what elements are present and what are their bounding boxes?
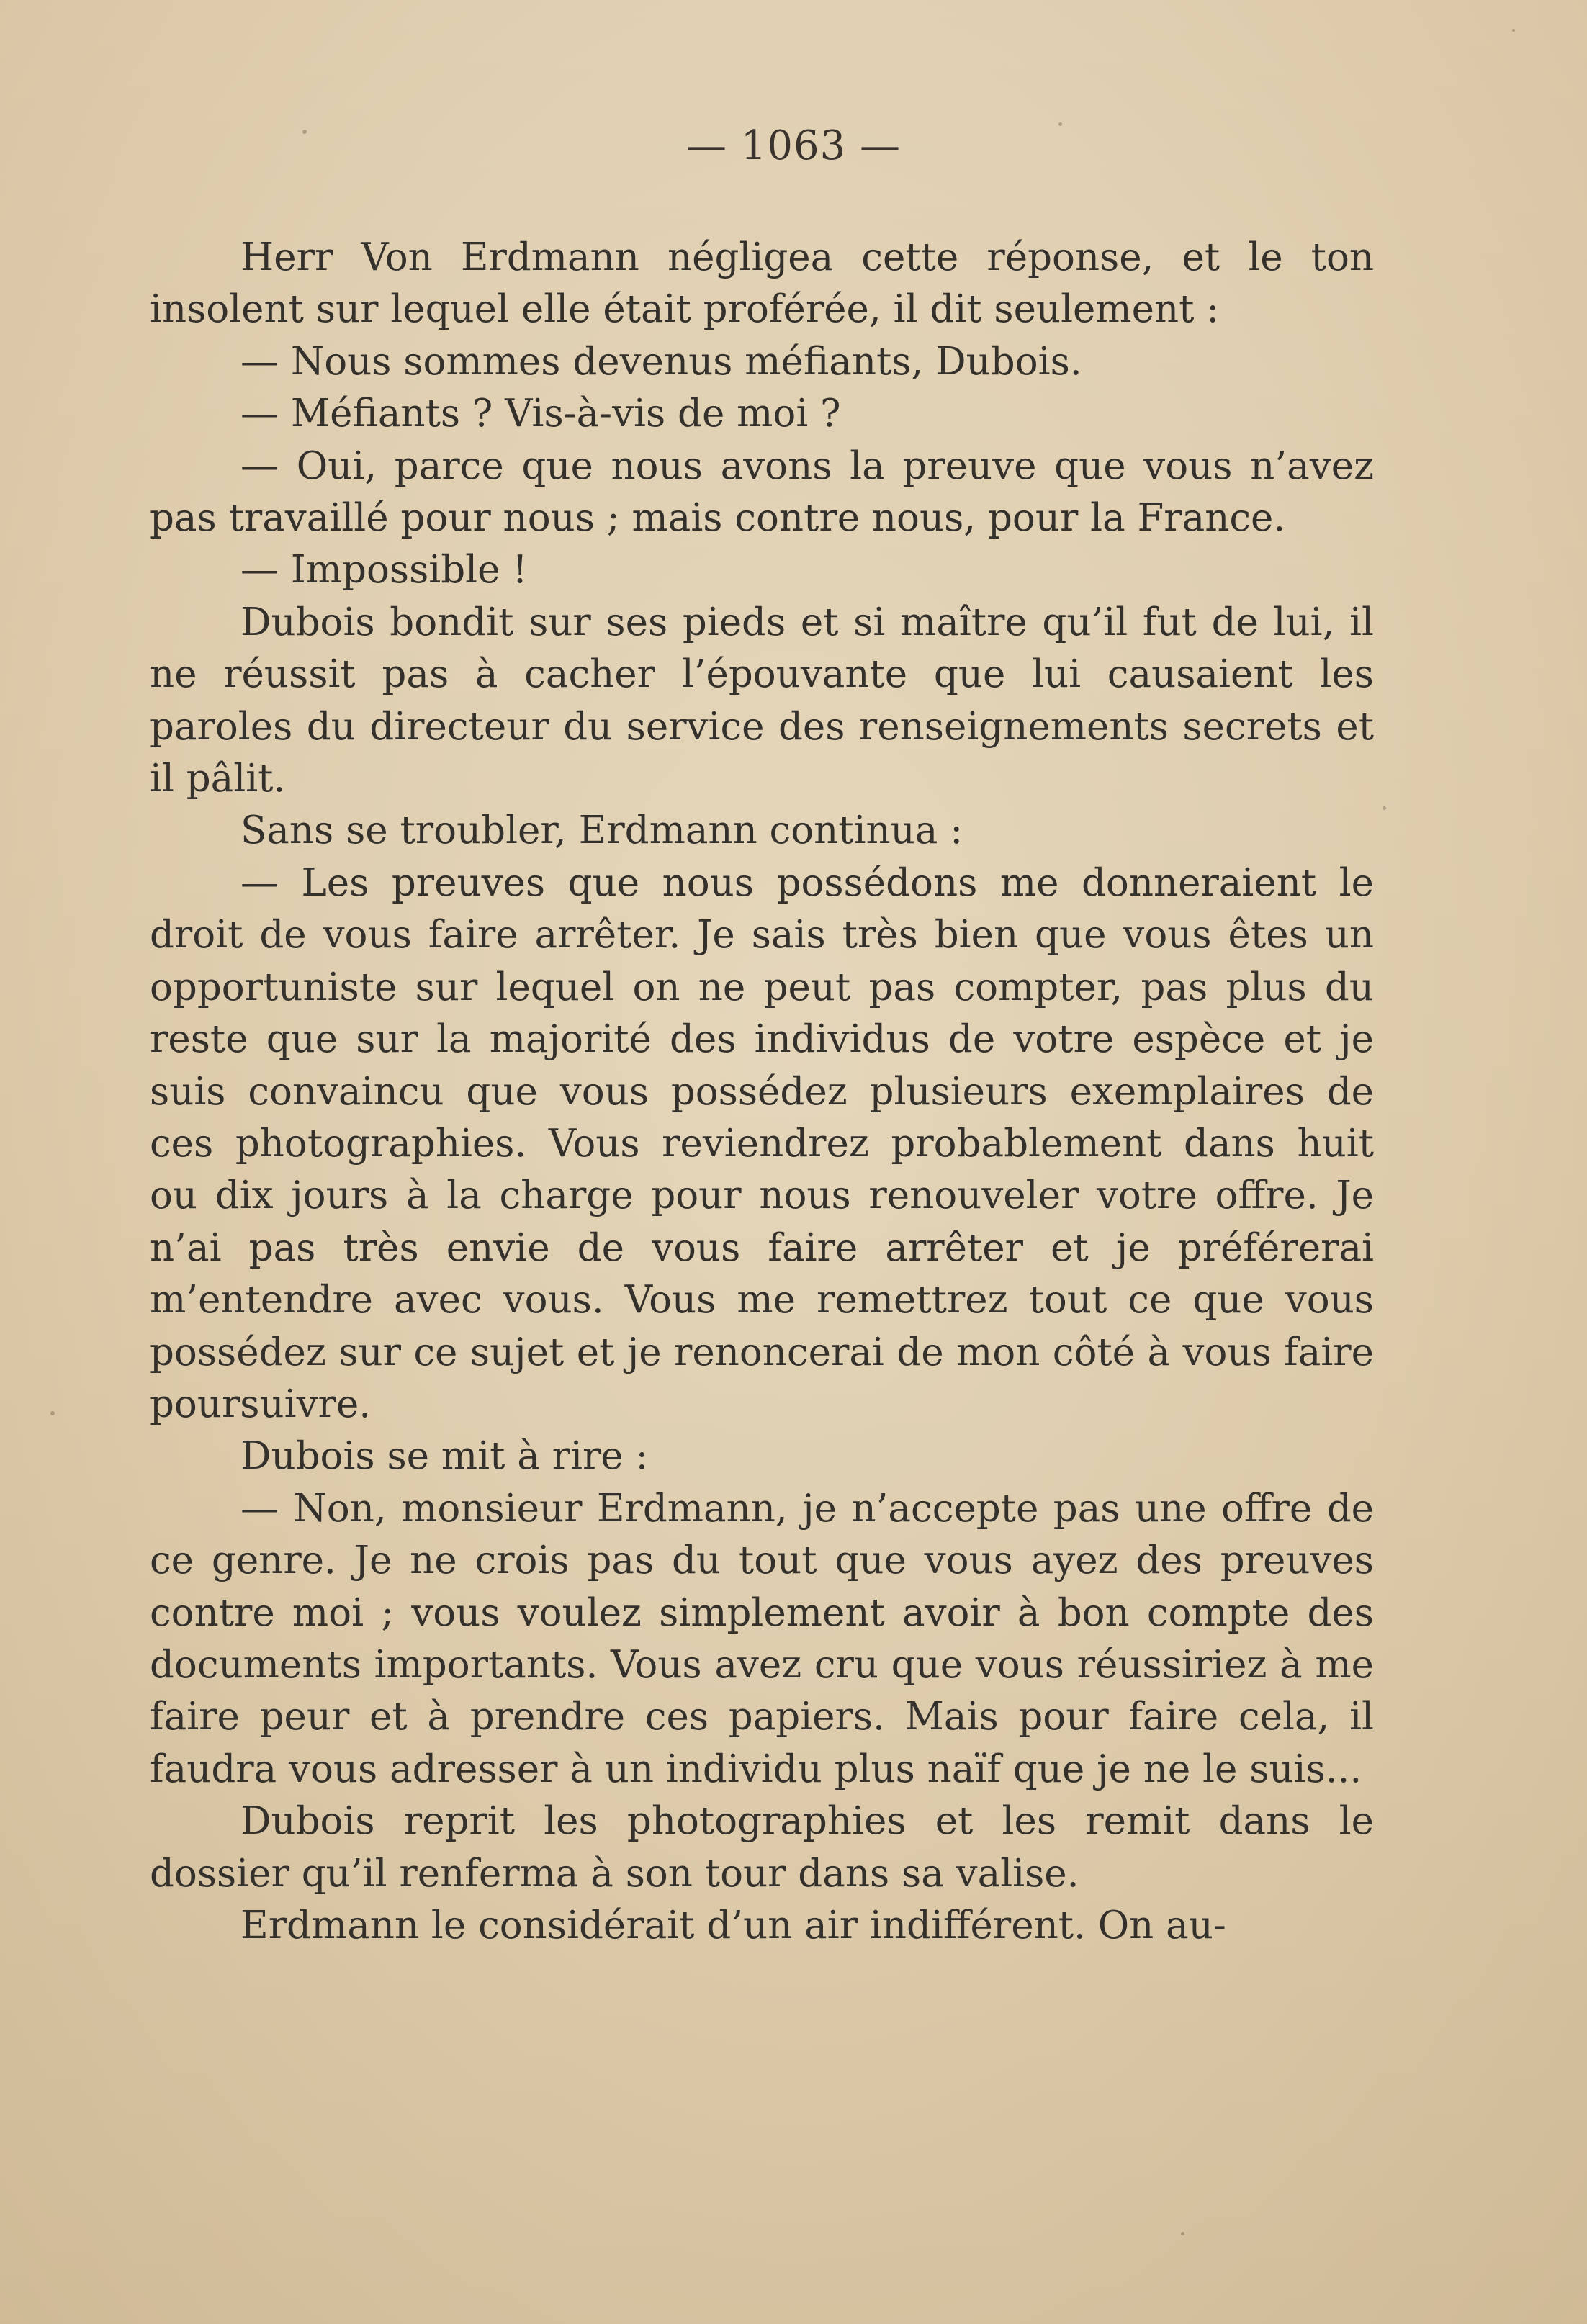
paragraph: — Impossible ! <box>240 548 528 593</box>
paragraph: Sans se troubler, Erdmann continua : <box>240 809 963 853</box>
page-number: — 1063 — <box>685 122 902 169</box>
paper-speck <box>1181 2232 1184 2235</box>
paragraph: — Les preuves que nous possédons me donneraient le droit de vous faire arrêter. Je sais très bien que vous êtes un opportuniste sur lequel on ne peut pas compter, pas plus du reste que sur la majorité des individus de votre espèce et je suis convaincu que vous possédez plusieurs exemplaires de ces photographies. Vous reviendrez probablement dans huit ou dix jours à la charge pour nous renouveler votre offre. Je n’ai pas très envie de vous faire arrêter et je préférerai m’entendre avec vous. Vous me remettrez tout ce que vous possédez sur ce sujet et je renoncerai de mon côté à vous faire poursuivre. <box>150 860 1374 1426</box>
paper-speck <box>1512 29 1515 32</box>
paragraph: — Non, monsieur Erdmann, je n’accepte pas une offre de ce genre. Je ne crois pas du tout que vous ayez des preuves contre moi ; vous voulez simplement avoir à bon compte des documents importants. Vous avez cru que vous réussiriez à me faire peur et à prendre ces papiers. Mais pour faire cela, il faudra vous adresser à un individu plus naïf que je ne le suis... <box>150 1486 1374 1791</box>
paragraph: Dubois reprit les photographies et les remit dans le dossier qu’il renferma à son tour dans sa valise. <box>150 1799 1374 1896</box>
paper-speck <box>1383 806 1386 810</box>
paragraph: Dubois bondit sur ses pieds et si maître qu’il fut de lui, il ne réussit pas à cacher l’épouvante que lui causaient les paroles du directeur du service des renseignements secrets et il pâlit. <box>150 600 1374 801</box>
paragraph: Dubois se mit à rire : <box>240 1434 649 1479</box>
paragraph: Herr Von Erdmann négligea cette réponse, et le ton insolent sur lequel elle était proférée, il dit seulement : <box>150 235 1374 332</box>
paragraph: — Nous sommes devenus méfiants, Dubois. <box>240 339 1082 384</box>
paragraph: Erdmann le considérait d’un air indifférent. On au- <box>240 1904 1226 1947</box>
paragraph: — Oui, parce que nous avons la preuve que vous n’avez pas travaillé pour nous ; mais contre nous, pour la France. <box>150 443 1374 541</box>
body-text <box>150 232 1374 1952</box>
paragraph: — Méfiants ? Vis-à-vis de moi ? <box>240 392 841 436</box>
paper-speck <box>50 1411 55 1415</box>
